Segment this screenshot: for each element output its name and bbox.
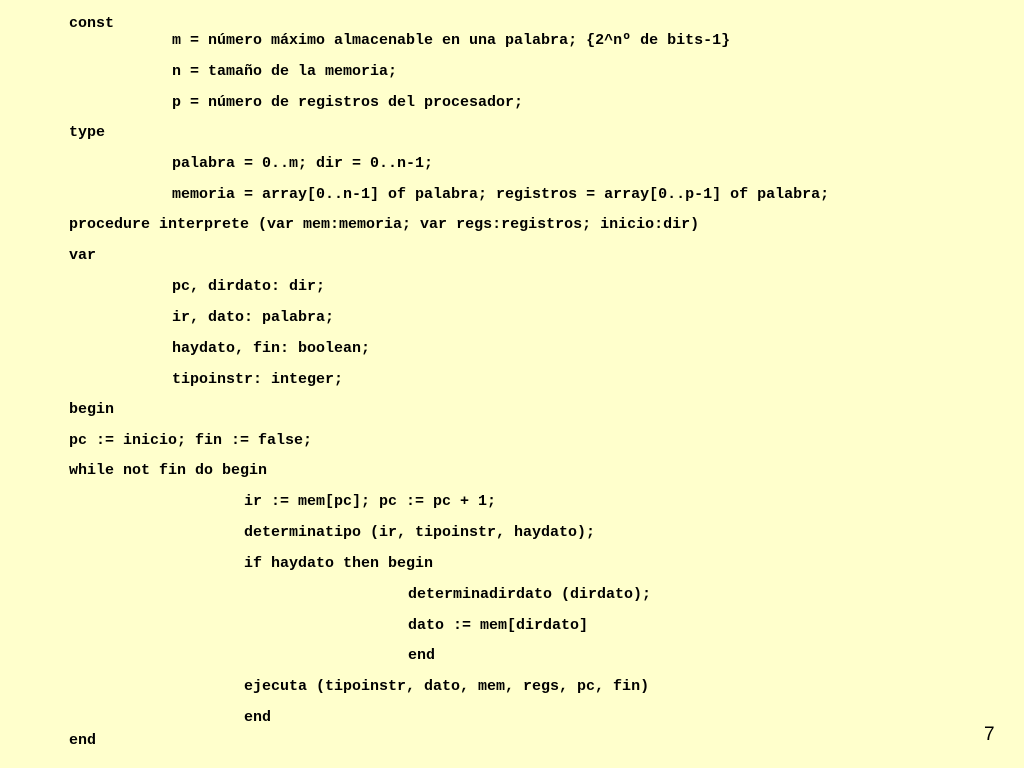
- code-line-determinatipo: determinatipo (ir, tipoinstr, haydato);: [244, 524, 596, 541]
- code-line-const-n: n = tamaño de la memoria;: [172, 63, 398, 80]
- code-line-dato-assign: dato := mem[dirdato]: [408, 617, 589, 634]
- code-line-fetch: ir := mem[pc]; pc := pc + 1;: [244, 493, 497, 510]
- code-line-ejecuta: ejecuta (tipoinstr, dato, mem, regs, pc, fin): [244, 678, 650, 695]
- code-line-init: pc := inicio; fin := false;: [69, 432, 313, 449]
- page-number: 7: [984, 724, 995, 745]
- code-line-while: while not fin do begin: [69, 462, 268, 479]
- code-line-type-palabra: palabra = 0..m; dir = 0..n-1;: [172, 155, 434, 172]
- code-line-var-haydato: haydato, fin: boolean;: [172, 340, 371, 357]
- code-line-var-ir: ir, dato: palabra;: [172, 309, 335, 326]
- code-line-procedure: procedure interprete (var mem:memoria; var regs:registros; inicio:dir): [69, 216, 700, 233]
- code-line-end-while: end: [244, 709, 272, 726]
- code-line-type-memoria: memoria = array[0..n-1] of palabra; registros = array[0..p-1] of palabra;: [172, 186, 830, 203]
- code-line-const-p: p = número de registros del procesador;: [172, 94, 524, 111]
- code-line-var-pc: pc, dirdato: dir;: [172, 278, 326, 295]
- code-line-const: const: [69, 15, 115, 32]
- code-line-determinadirdato: determinadirdato (dirdato);: [408, 586, 652, 603]
- code-line-if-haydato: if haydato then begin: [244, 555, 434, 572]
- code-line-const-m: m = número máximo almacenable en una palabra; {2^nº de bits-1}: [172, 32, 731, 49]
- code-line-end-if: end: [408, 647, 436, 664]
- code-line-type: type: [69, 124, 106, 141]
- code-line-var-tipoinstr: tipoinstr: integer;: [172, 371, 344, 388]
- code-line-var: var: [69, 247, 97, 264]
- code-line-end-procedure: end: [69, 732, 97, 749]
- code-line-begin: begin: [69, 401, 115, 418]
